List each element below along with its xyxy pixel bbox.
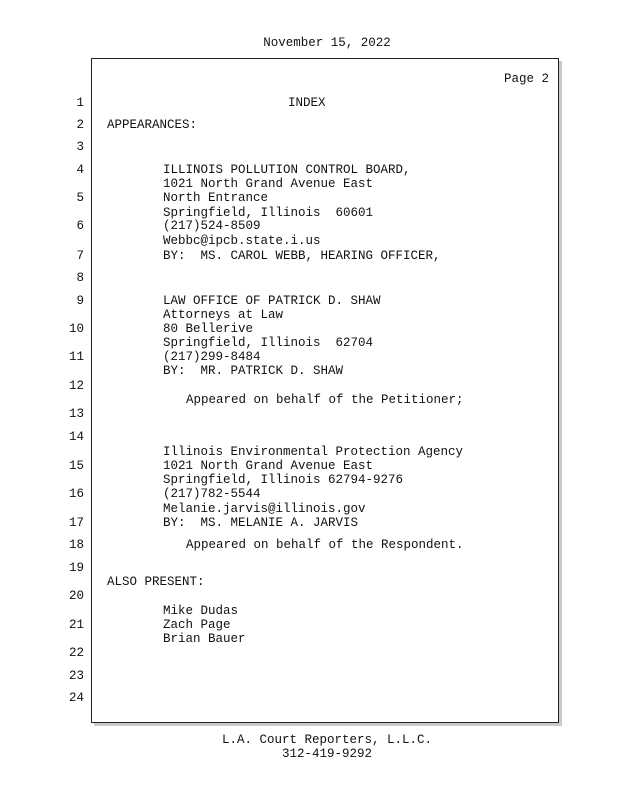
board-address2: North Entrance — [163, 191, 269, 205]
board-email: Webbc@ipcb.state.i.us — [163, 234, 321, 248]
line-number: 16 — [68, 487, 84, 501]
transcript-page — [91, 58, 559, 723]
line-number: 21 — [68, 618, 84, 632]
line-number: 11 — [68, 350, 84, 364]
line-number: 8 — [76, 271, 84, 285]
respondent-phone: (217)782-5544 — [163, 487, 261, 501]
line-number: 5 — [76, 191, 84, 205]
index-title: INDEX — [288, 96, 326, 110]
line-number: 2 — [76, 118, 84, 132]
line-number: 23 — [68, 669, 84, 683]
petitioner-city: Springfield, Illinois 62704 — [163, 336, 374, 350]
attendee: Brian Bauer — [163, 632, 246, 646]
footer-phone: 312-419-9292 — [281, 747, 372, 761]
board-city: Springfield, Illinois 60601 — [163, 206, 374, 220]
respondent-appeared: Appeared on behalf of the Respondent. — [186, 538, 464, 552]
board-phone: (217)524-8509 — [163, 219, 261, 233]
line-number: 3 — [76, 140, 84, 154]
line-number: 17 — [68, 516, 84, 530]
petitioner-name: LAW OFFICE OF PATRICK D. SHAW — [163, 294, 381, 308]
line-number: 20 — [68, 589, 84, 603]
board-by: BY: MS. CAROL WEBB, HEARING OFFICER, — [163, 249, 441, 263]
board-name: ILLINOIS POLLUTION CONTROL BOARD, — [163, 163, 411, 177]
line-number: 4 — [76, 163, 84, 177]
petitioner-phone: (217)299-8484 — [163, 350, 261, 364]
respondent-name: Illinois Environmental Protection Agency — [163, 445, 464, 459]
respondent-city: Springfield, Illinois 62794-9276 — [163, 473, 404, 487]
respondent-address: 1021 North Grand Avenue East — [163, 459, 374, 473]
line-number: 6 — [76, 219, 84, 233]
line-number: 24 — [68, 691, 84, 705]
attendee: Zach Page — [163, 618, 231, 632]
attendee: Mike Dudas — [163, 604, 239, 618]
respondent-email: Melanie.jarvis@illinois.gov — [163, 502, 366, 516]
petitioner-role: Attorneys at Law — [163, 308, 284, 322]
footer-company: L.A. Court Reporters, L.L.C. — [221, 733, 433, 747]
page-number: Page 2 — [504, 72, 550, 86]
board-address1: 1021 North Grand Avenue East — [163, 177, 374, 191]
line-number: 10 — [68, 322, 84, 336]
petitioner-appeared: Appeared on behalf of the Petitioner; — [186, 393, 464, 407]
petitioner-address: 80 Bellerive — [163, 322, 254, 336]
petitioner-by: BY: MR. PATRICK D. SHAW — [163, 364, 344, 378]
line-number: 22 — [68, 646, 84, 660]
line-number: 14 — [68, 430, 84, 444]
respondent-by: BY: MS. MELANIE A. JARVIS — [163, 516, 359, 530]
line-number: 15 — [68, 459, 84, 473]
line-number: 7 — [76, 249, 84, 263]
line-number: 1 — [76, 96, 84, 110]
line-number: 13 — [68, 407, 84, 421]
line-number: 9 — [76, 294, 84, 308]
appearances-heading: APPEARANCES: — [107, 118, 198, 132]
line-number: 12 — [68, 379, 84, 393]
also-present-heading: ALSO PRESENT: — [107, 575, 205, 589]
line-number: 19 — [68, 561, 84, 575]
header-date: November 15, 2022 — [263, 36, 391, 50]
line-number: 18 — [68, 538, 84, 552]
